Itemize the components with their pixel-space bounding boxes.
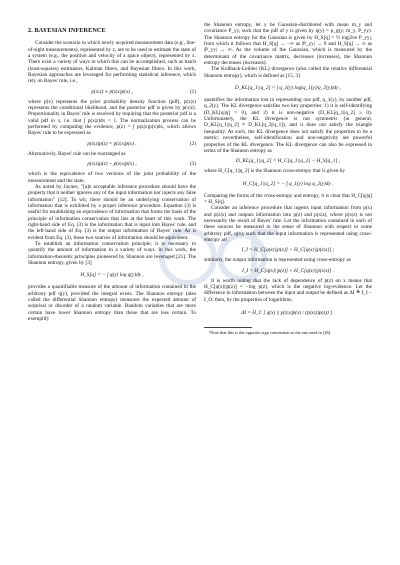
equation-number: (2) [189, 140, 196, 147]
paragraph: To establish an information conservation principle, it is necessary to quantify the amount of information in a variety of ways. In this work, the information-theoretic principles pioneered by Shannon are leveraged [21]. The Shannon entropy, given by [3] [28, 240, 196, 266]
equation-body: I_I = H_C[q(x)||p(x)] + H_C[q(x)||p(z|x)] ; [241, 247, 335, 254]
equation-body: D_KL[q_1||q_2] = ∫ q_1(y) log(q_1(y)/q_2(y))dy , [234, 85, 342, 92]
left-column [28, 28, 196, 322]
paragraph: the Shannon entropy, let y be Gaussian-distributed with mean m_y and covariance P_yy, such that the pdf of y is given by q(y) = p_g(y; m_y, P_yy). The Shannon entropy for the Gaussian is given by H_S[q] = ½ log|2πe P_yy|, from which it follows that H_S[q] → −∞ as |P_yy| → 0 and H_S[q] → ∞ as |P_yy| → ∞. As the volume of the Gaussian, which is measured by the determinant of the covariance matrix, decreases (increases), the Shannon entropy decreases (increases). [204, 22, 372, 67]
equation-body: p(x|z)p(z) = p(z|x)p(x) . [87, 140, 137, 147]
equation-input-information [204, 246, 372, 254]
equation-2 [28, 140, 196, 148]
equation-output-information [204, 267, 372, 275]
right-column [204, 22, 372, 335]
equation-body: D_KL[q_1||q_2] = H_C[q_1||q_2] − H_S[q_1] , [235, 158, 341, 165]
paragraph: Consider the scenario in which newly acquired measurement data (e.g., line-of-sight measurements), represented by z, are to be used to estimate the state of a system (e.g., the position and velocity of a space object), represented by x. There exist a variety of ways in which this can be accomplished, such as batch (least-squares) estimators, Kalman filters, and Bayesian filters. In this work, Bayesian approaches are leveraged for performing statistical inference, which rely on Bayes' rule, i.e., [28, 40, 196, 85]
paragraph: where p(x) represents the prior probability density function (pdf), p(z|x) represents the conditional likelihood, and the posterior pdf is given by p(x|z). Proportionality in Bayes' rule is resolved by requiring that the posterior pdf is a valid pdf in x, i.e. that ∫ p(x|z)dx = 1. The normalization process can be performed by computing the evidence, p(z) = ∫ p(z|x)p(x)dx, which allows Bayes' rule to be expressed as [28, 98, 196, 137]
equation-body: I_I = H_C[q(x)||p(z)] + H_C[q(x)||p(x|z)] . [242, 267, 334, 274]
paragraph: quantifies the information lost in representing one pdf, q_1(y), by another pdf, q_2(y). The KL divergence satisfies two key properties: 1) it is self-identifying (D_KL[q||q] = 0), and 2) it is non-negative (D_KL[q_1||q_2] ≥ 0). Unfortunately, the KL divergence is not symmetric (in general, D_KL[q_1||q_2] ≠ D_KL[q_2||q_1]), and it does not satisfy the triangle inequality. As such, the KL divergence does not satisfy the properties to be a metric; nevertheless, self-identification and non-negativity are powerful properties of the KL divergence. The KL divergence can also be expressed in terms of the Shannon entropy as [204, 97, 372, 154]
paragraph: similarly, the output information is represented using cross-entropy as [204, 257, 351, 264]
equation-number: (1) [189, 88, 196, 95]
paragraph: The Kullback-Leibler (KL) divergence (also called the relative differential Shannon entropy), which is defined as [15, 3] [204, 66, 372, 79]
equation-kl-divergence [204, 82, 372, 94]
equation-1 [28, 88, 196, 96]
paragraph: It is worth noting that the lack of dependence of p(z) on x means that H_C[q(x)||p(z)] = −log p(z), which is the negative log-evidence. Let the difference in information between the input and output be defined as ΔI ≜ I_I − I_O; then, by the properties of logarithms, [204, 277, 372, 303]
paragraph: which is the equivalence of two versions of the joint probability of the measurement and the state. [28, 171, 196, 184]
equation-information-difference [204, 306, 372, 321]
footnote-rule [204, 327, 252, 328]
section-heading: 2. BAYESIAN INFERENCE [28, 27, 106, 34]
paragraph: where H_C[q_1||q_2] is the Shannon cross-entropy that is given by [204, 168, 346, 175]
equation-body: p(x|z) ∝ p(z|x)p(x) , [91, 88, 133, 95]
equation-cross-entropy [204, 178, 372, 190]
footnote: ¹Note that this is the opposite sign convention as the one used in [26]. [209, 330, 332, 335]
equation-body: ΔI = H_C [ q(x) || p(z|x)p(x) / (p(x|z)p(z)) ] . [241, 310, 335, 316]
equation-body: H_S[q] = − ∫ q(y) log q(y)dy , [80, 272, 144, 279]
equation-shannon-entropy [28, 269, 196, 281]
equation-body: H_C[q_1||q_2] = − ∫ q_1(y) log q_2(y)dy . [242, 180, 334, 187]
equation-number: (3) [189, 161, 196, 168]
equation-body: p(x|z)p(z) − p(z|x)p(x) , [87, 161, 137, 168]
paragraph: provides a quantifiable measure of the amount of information contained in the arbitrary pdf q(y), provided the integral exists. The Shannon entropy (also called the differential Shannon entropy) measures the expected amount of surprisal or disorder of a random variable. Random variables that are more certain have lower Shannon entropy than those that are less certain. To exemplify [28, 284, 196, 323]
equation-3 [28, 160, 196, 168]
paragraph: As noted by Jaynes, "[a]n acceptable inference procedure should have the property that it neither ignores any of the input information nor injects any false information" [12]. To wit, there should be an underlying conservation of information that is exhibited by a proper inference procedure. Equation (3) is useful for establishing an equivalence of information that forms the basis of the principle of information conservation that lies at the heart of this work. The right-hand side of Eq. (3) is the information that is input into Bayes' rule, and the left-hand side of Eq. (3) is the output information of Bayes' rule. As is evident from Eq. (3), these two sources of information should be equivalent. [28, 183, 196, 241]
paragraph: Comparing the forms of the cross-entropy and entropy, it is clear that H_C[q||q] = H_S[q]. [204, 192, 372, 205]
paragraph: Consider an inference procedure that ingests input information from p(x) and p(z|x) and outputs information into p(z) and p(x|z), where p(x|z) is not necessarily the result of Bayes' rule. Let the information contained in each of these sources be measured in the sense of Shannon with respect to some arbitrary pdf, q(x), such that the input information is represented using cross-entropy as¹, [204, 205, 372, 243]
paragraph: Alternatively, Bayes' rule can be rearranged as [28, 150, 126, 157]
equation-kl-entropy [204, 157, 372, 165]
